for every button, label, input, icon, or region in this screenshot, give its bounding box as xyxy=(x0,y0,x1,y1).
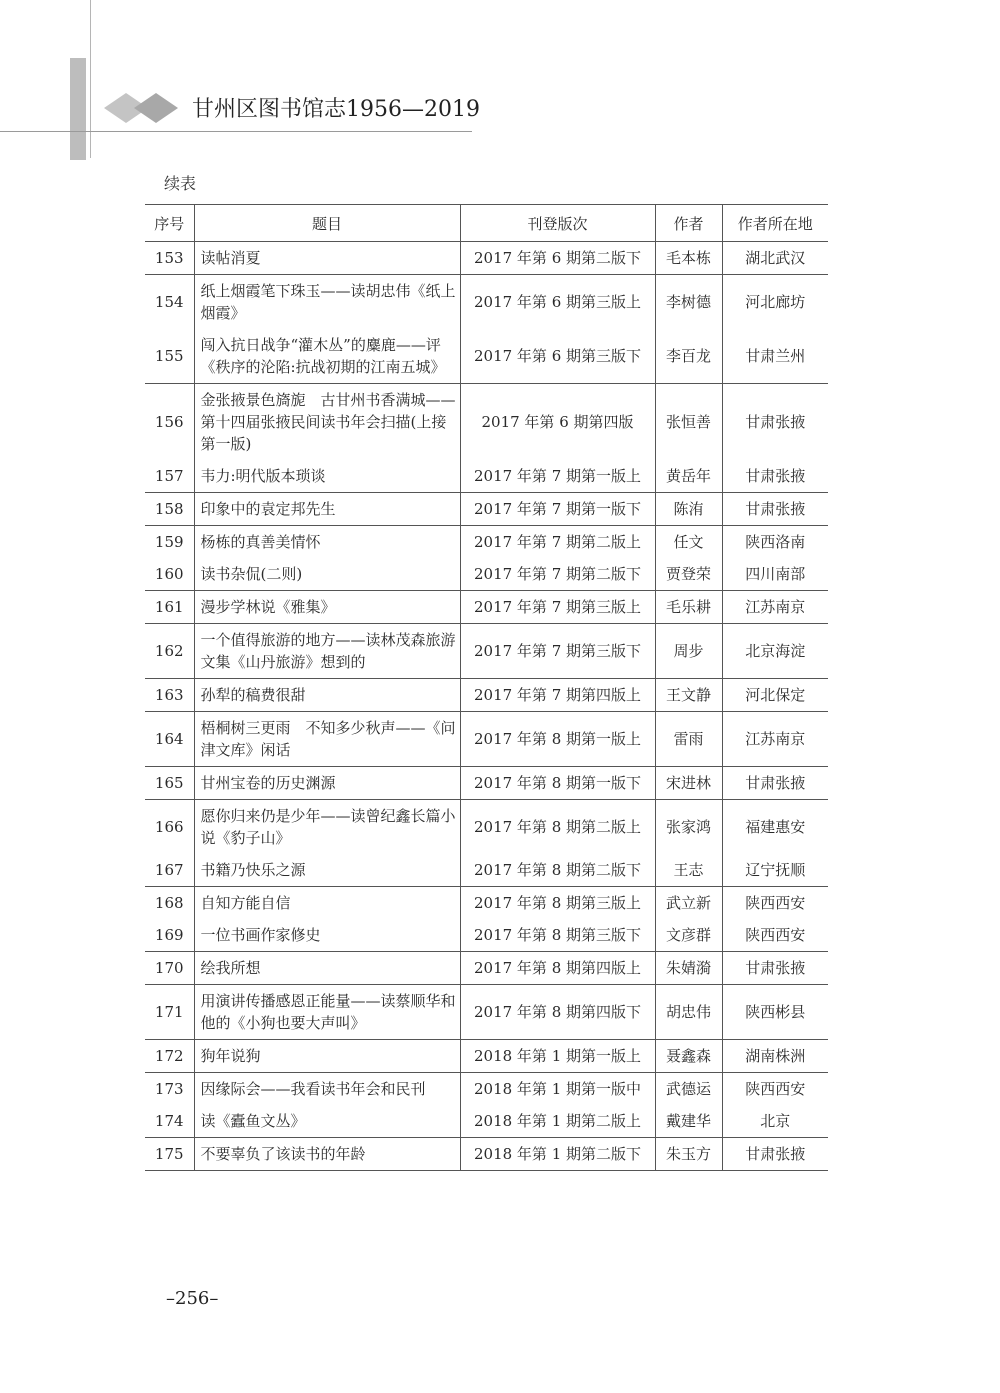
cell-title: 狗年说狗 xyxy=(194,1040,460,1073)
cell-location: 福建惠安 xyxy=(722,800,828,855)
table-row xyxy=(145,242,828,275)
cell-title: 不要辜负了该读书的年龄 xyxy=(194,1138,460,1171)
cell-issue: 2017 年第 6 期第二版下 xyxy=(460,242,655,275)
cell-author: 武立新 xyxy=(655,887,722,920)
cell-location: 甘肃张掖 xyxy=(722,493,828,526)
cell-number: 160 xyxy=(145,558,194,591)
table-row xyxy=(145,493,828,526)
cell-author: 聂鑫森 xyxy=(655,1040,722,1073)
cell-number: 161 xyxy=(145,591,194,624)
table-body xyxy=(145,242,828,1171)
cell-author: 朱玉方 xyxy=(655,1138,722,1171)
table-row xyxy=(145,591,828,624)
cell-title: 纸上烟霞笔下珠玉——读胡忠伟《纸上烟霞》 xyxy=(194,275,460,330)
cell-issue: 2017 年第 6 期第三版上 xyxy=(460,275,655,330)
cell-author: 文彦群 xyxy=(655,919,722,952)
cell-number: 169 xyxy=(145,919,194,952)
table-row xyxy=(145,329,828,384)
cell-location: 四川南部 xyxy=(722,558,828,591)
cell-author: 李百龙 xyxy=(655,329,722,384)
cell-title: 杨栋的真善美情怀 xyxy=(194,526,460,559)
cell-title: 读帖消夏 xyxy=(194,242,460,275)
cell-issue: 2017 年第 7 期第二版上 xyxy=(460,526,655,559)
cell-issue: 2017 年第 7 期第四版上 xyxy=(460,679,655,712)
cell-title: 因缘际会——我看读书年会和民刊 xyxy=(194,1073,460,1106)
cell-number: 166 xyxy=(145,800,194,855)
table-row xyxy=(145,1073,828,1106)
cell-author: 毛乐耕 xyxy=(655,591,722,624)
cell-issue: 2018 年第 1 期第一版上 xyxy=(460,1040,655,1073)
cell-number: 174 xyxy=(145,1105,194,1138)
cell-issue: 2017 年第 7 期第二版下 xyxy=(460,558,655,591)
cell-issue: 2017 年第 7 期第三版下 xyxy=(460,624,655,679)
cell-issue: 2017 年第 7 期第三版上 xyxy=(460,591,655,624)
cell-issue: 2017 年第 8 期第一版下 xyxy=(460,767,655,800)
cell-title: 闯入抗日战争“灌木丛”的麋鹿——评《秩序的沦陷:抗战初期的江南五城》 xyxy=(194,329,460,384)
cell-title: 印象中的袁定邦先生 xyxy=(194,493,460,526)
cell-issue: 2018 年第 1 期第二版下 xyxy=(460,1138,655,1171)
cell-author: 王文静 xyxy=(655,679,722,712)
cell-title: 自知方能自信 xyxy=(194,887,460,920)
header-diamond-ornament xyxy=(104,93,184,123)
cell-location: 陕西洛南 xyxy=(722,526,828,559)
table-row xyxy=(145,767,828,800)
cell-author: 任文 xyxy=(655,526,722,559)
cell-issue: 2017 年第 8 期第二版下 xyxy=(460,854,655,887)
cell-author: 戴建华 xyxy=(655,1105,722,1138)
cell-author: 雷雨 xyxy=(655,712,722,767)
cell-location: 陕西西安 xyxy=(722,1073,828,1106)
cell-issue: 2017 年第 6 期第四版 xyxy=(460,384,655,461)
cell-title: 愿你归来仍是少年——读曾纪鑫长篇小说《豹子山》 xyxy=(194,800,460,855)
table-row xyxy=(145,624,828,679)
cell-author: 周步 xyxy=(655,624,722,679)
column-header-location: 作者所在地 xyxy=(722,205,828,242)
cell-author: 毛本栋 xyxy=(655,242,722,275)
column-header-author: 作者 xyxy=(655,205,722,242)
cell-location: 江苏南京 xyxy=(722,591,828,624)
margin-vertical-rule xyxy=(90,0,91,158)
table-row xyxy=(145,854,828,887)
cell-issue: 2017 年第 7 期第一版上 xyxy=(460,460,655,493)
cell-author: 宋进林 xyxy=(655,767,722,800)
cell-location: 甘肃张掖 xyxy=(722,384,828,461)
cell-number: 155 xyxy=(145,329,194,384)
margin-gray-bar xyxy=(70,58,86,160)
cell-location: 甘肃兰州 xyxy=(722,329,828,384)
cell-number: 154 xyxy=(145,275,194,330)
cell-number: 163 xyxy=(145,679,194,712)
column-header-title: 题目 xyxy=(194,205,460,242)
cell-location: 陕西西安 xyxy=(722,919,828,952)
cell-location: 湖北武汉 xyxy=(722,242,828,275)
cell-author: 黄岳年 xyxy=(655,460,722,493)
cell-issue: 2017 年第 8 期第三版上 xyxy=(460,887,655,920)
cell-issue: 2017 年第 8 期第四版下 xyxy=(460,985,655,1040)
cell-location: 辽宁抚顺 xyxy=(722,854,828,887)
table-row xyxy=(145,919,828,952)
table-row xyxy=(145,800,828,855)
cell-issue: 2017 年第 6 期第三版下 xyxy=(460,329,655,384)
cell-title: 漫步学林说《雅集》 xyxy=(194,591,460,624)
cell-location: 河北保定 xyxy=(722,679,828,712)
cell-location: 陕西彬县 xyxy=(722,985,828,1040)
cell-title: 梧桐树三更雨 不知多少秋声——《问津文库》闲话 xyxy=(194,712,460,767)
cell-issue: 2017 年第 7 期第一版下 xyxy=(460,493,655,526)
column-header-issue: 刊登版次 xyxy=(460,205,655,242)
cell-issue: 2018 年第 1 期第一版中 xyxy=(460,1073,655,1106)
table-row xyxy=(145,712,828,767)
cell-author: 武德运 xyxy=(655,1073,722,1106)
cell-issue: 2018 年第 1 期第二版上 xyxy=(460,1105,655,1138)
cell-number: 159 xyxy=(145,526,194,559)
cell-title: 一位书画作家修史 xyxy=(194,919,460,952)
header-rule xyxy=(0,131,472,132)
cell-location: 北京海淀 xyxy=(722,624,828,679)
cell-title: 读《蠹鱼文丛》 xyxy=(194,1105,460,1138)
cell-location: 甘肃张掖 xyxy=(722,952,828,985)
cell-number: 167 xyxy=(145,854,194,887)
cell-issue: 2017 年第 8 期第三版下 xyxy=(460,919,655,952)
cell-number: 168 xyxy=(145,887,194,920)
cell-author: 陈洧 xyxy=(655,493,722,526)
cell-location: 甘肃张掖 xyxy=(722,1138,828,1171)
cell-location: 甘肃张掖 xyxy=(722,460,828,493)
cell-author: 朱婧漪 xyxy=(655,952,722,985)
cell-author: 张恒善 xyxy=(655,384,722,461)
cell-author: 胡忠伟 xyxy=(655,985,722,1040)
cell-number: 172 xyxy=(145,1040,194,1073)
cell-location: 甘肃张掖 xyxy=(722,767,828,800)
cell-number: 175 xyxy=(145,1138,194,1171)
cell-number: 165 xyxy=(145,767,194,800)
cell-number: 170 xyxy=(145,952,194,985)
cell-location: 河北廊坊 xyxy=(722,275,828,330)
cell-location: 江苏南京 xyxy=(722,712,828,767)
table-header-row xyxy=(145,205,828,242)
cell-number: 158 xyxy=(145,493,194,526)
cell-location: 湖南株洲 xyxy=(722,1040,828,1073)
cell-author: 王志 xyxy=(655,854,722,887)
cell-issue: 2017 年第 8 期第四版上 xyxy=(460,952,655,985)
table-continued-label: 续表 xyxy=(164,174,197,193)
table-row xyxy=(145,460,828,493)
table-row xyxy=(145,384,828,461)
cell-author: 李树德 xyxy=(655,275,722,330)
table-row xyxy=(145,887,828,920)
cell-title: 书籍乃快乐之源 xyxy=(194,854,460,887)
cell-title: 绘我所想 xyxy=(194,952,460,985)
cell-title: 读书杂侃(二则) xyxy=(194,558,460,591)
cell-number: 164 xyxy=(145,712,194,767)
table-row xyxy=(145,558,828,591)
cell-issue: 2017 年第 8 期第二版上 xyxy=(460,800,655,855)
cell-author: 贾登荣 xyxy=(655,558,722,591)
book-title: 甘州区图书馆志1956—2019 xyxy=(192,97,480,122)
table-row xyxy=(145,1040,828,1073)
cell-issue: 2017 年第 8 期第一版上 xyxy=(460,712,655,767)
cell-location: 北京 xyxy=(722,1105,828,1138)
cell-title: 用演讲传播感恩正能量——读蔡顺华和他的《小狗也要大声叫》 xyxy=(194,985,460,1040)
cell-number: 156 xyxy=(145,384,194,461)
column-header-number: 序号 xyxy=(145,205,194,242)
cell-title: 一个值得旅游的地方——读林茂森旅游文集《山丹旅游》想到的 xyxy=(194,624,460,679)
cell-location: 陕西西安 xyxy=(722,887,828,920)
article-catalog-table xyxy=(145,204,828,1171)
cell-author: 张家鸿 xyxy=(655,800,722,855)
table-row xyxy=(145,275,828,330)
cell-number: 153 xyxy=(145,242,194,275)
cell-title: 金张掖景色旖旎 古甘州书香满城——第十四届张掖民间读书年会扫描(上接第一版) xyxy=(194,384,460,461)
cell-title: 韦力:明代版本琐谈 xyxy=(194,460,460,493)
table-row xyxy=(145,985,828,1040)
cell-title: 甘州宝卷的历史渊源 xyxy=(194,767,460,800)
cell-number: 157 xyxy=(145,460,194,493)
cell-title: 孙犁的稿费很甜 xyxy=(194,679,460,712)
cell-number: 171 xyxy=(145,985,194,1040)
page-number: –256– xyxy=(166,1288,219,1309)
cell-number: 173 xyxy=(145,1073,194,1106)
table-row xyxy=(145,952,828,985)
table-row xyxy=(145,1138,828,1171)
table-row xyxy=(145,1105,828,1138)
table-row xyxy=(145,679,828,712)
cell-number: 162 xyxy=(145,624,194,679)
table-row xyxy=(145,526,828,559)
